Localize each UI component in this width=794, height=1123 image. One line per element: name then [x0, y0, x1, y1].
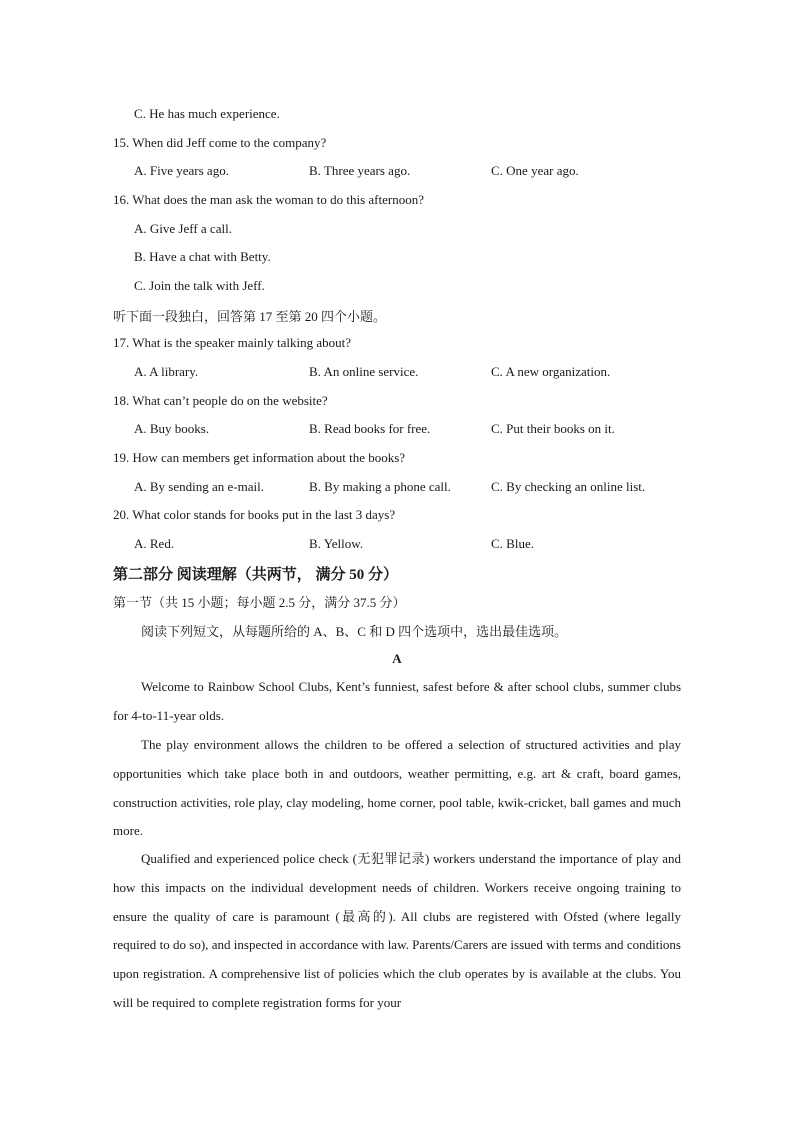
q20-option-a: A. Red.	[134, 536, 175, 551]
q16-question: 16. What does the man ask the woman to do this afternoon?	[113, 192, 424, 207]
q19-option-b: B. By making a phone call.	[309, 479, 451, 494]
q15-option-a: A. Five years ago.	[134, 163, 229, 178]
passage-paragraph-3: Qualified and experienced police check (无犯罪记录) workers understand the importance of play and how this impacts on the individual development needs of children. Workers receive ongoing training to ensure the quality of care is paramount (最高的). All clubs are registered with Ofsted (where legally required to do so), and inspected in accordance with law. Parents/Carers are issued with terms and conditions upon registration. A comprehensive list of policies which the club operates by is available at the clubs. You will be required to complete registration forms for your	[113, 851, 681, 1010]
q20-option-b: B. Yellow.	[309, 536, 364, 551]
monologue-instruction: 听下面一段独白，回答第 17 至第 20 四个小题。	[113, 309, 387, 324]
q16-option-b: B. Have a chat with Betty.	[134, 249, 271, 264]
q18-question: 18. What can’t people do on the website?	[113, 393, 328, 408]
q19-option-c: C. By checking an online list.	[491, 479, 646, 494]
passage-paragraph-1: Welcome to Rainbow School Clubs, Kent’s funniest, safest before & after school clubs, summer clubs for 4-to-11-year olds.	[113, 679, 681, 723]
q19-option-a: A. By sending an e-mail.	[134, 479, 264, 494]
q16-option-a: A. Give Jeff a call.	[134, 221, 232, 236]
passage-paragraph-2: The play environment allows the children to be offered a selection of structured activities and play opportunities which take place both in and outdoors, weather permitting, e.g. art & craft, board games, construction activities, role play, clay modeling, home corner, pool table, kwik-cricket, ball games and much more.	[113, 737, 681, 839]
q15-option-b: B. Three years ago.	[309, 163, 411, 178]
q18-option-a: A. Buy books.	[134, 421, 210, 436]
q15-option-c: C. One year ago.	[491, 163, 579, 178]
section1-heading: 第一节（共 15 小题；每小题 2.5 分，满分 37.5 分）	[113, 595, 406, 610]
q20-question: 20. What color stands for books put in the last 3 days?	[113, 507, 396, 522]
q17-question: 17. What is the speaker mainly talking about?	[113, 335, 352, 350]
q17-option-a: A. A library.	[134, 364, 199, 379]
q20-option-c: C. Blue.	[491, 536, 534, 551]
q15-question: 15. When did Jeff come to the company?	[113, 135, 327, 150]
q14-option-c: C. He has much experience.	[134, 106, 280, 121]
q18-option-c: C. Put their books on it.	[491, 421, 615, 436]
q19-question: 19. How can members get information about the books?	[113, 450, 406, 465]
q17-option-b: B. An online service.	[309, 364, 419, 379]
q18-option-b: B. Read books for free.	[309, 421, 431, 436]
q16-option-c: C. Join the talk with Jeff.	[134, 278, 265, 293]
q17-option-c: C. A new organization.	[491, 364, 611, 379]
part2-title: 第二部分 阅读理解（共两节， 满分 50 分）	[113, 567, 399, 583]
reading-instruction: 阅读下列短文，从每题所给的 A、B、C 和 D 四个选项中，选出最佳选项。	[141, 624, 568, 639]
passage-label: A	[392, 651, 402, 666]
